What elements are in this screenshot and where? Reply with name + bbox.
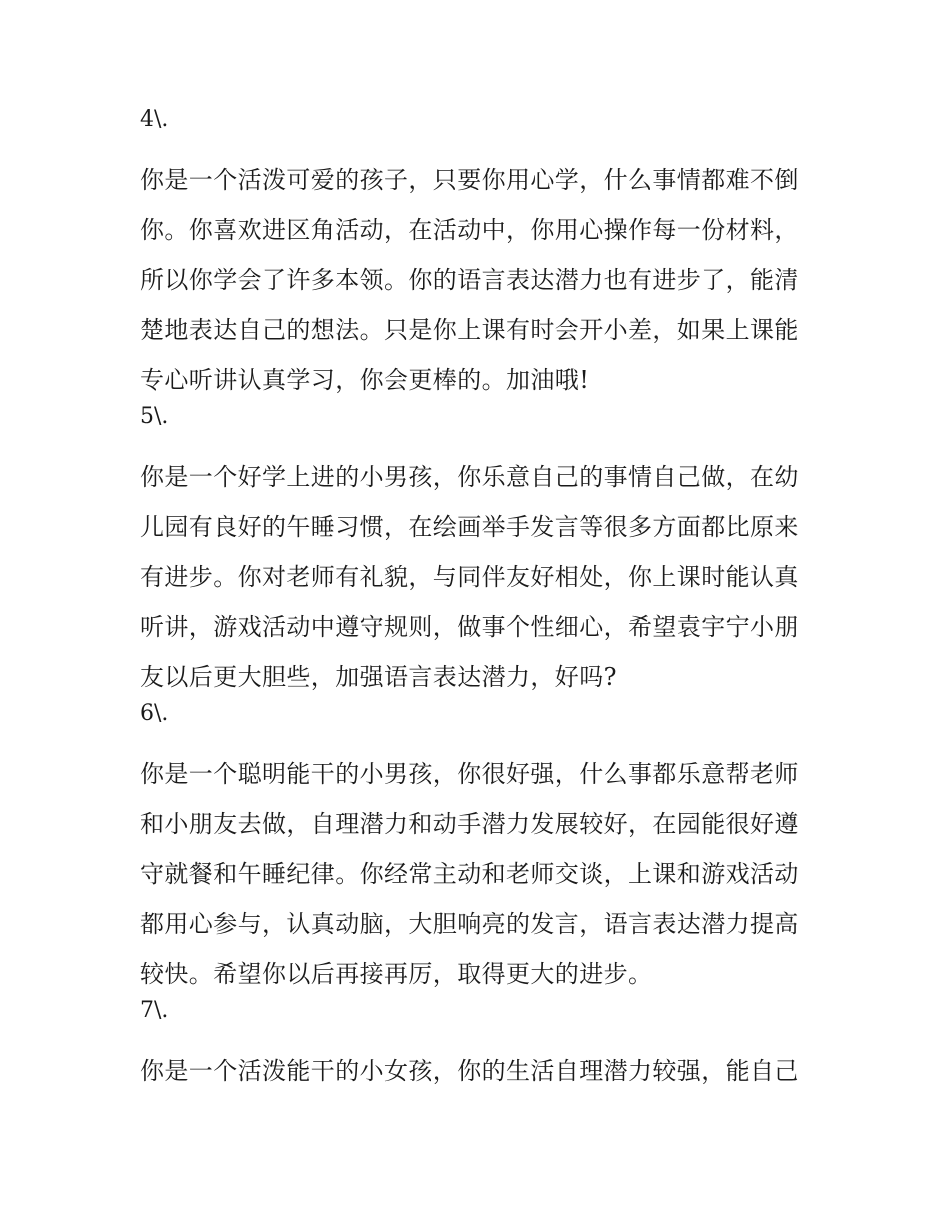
paragraph-line: 听讲，游戏活动中遵守规则，做事个性细心，希望袁宇宁小朋 <box>140 613 799 641</box>
entry-number: 4\. <box>140 107 169 132</box>
entry-number: 5\. <box>140 404 169 429</box>
paragraph-line: 和小朋友去做，自理潜力和动手潜力发展较好，在园能很好遵 <box>140 810 799 838</box>
entry-number: 6\. <box>140 701 169 726</box>
paragraph-line: 所以你学会了许多本领。你的语言表达潜力也有进步了，能清 <box>140 266 799 294</box>
paragraph-line: 你是一个聪明能干的小男孩，你很好强，什么事都乐意帮老师 <box>140 760 799 788</box>
paragraph-line: 专心听讲认真学习，你会更棒的。加油哦! <box>140 366 590 394</box>
paragraph-line: 儿园有良好的午睡习惯，在绘画举手发言等很多方面都比原来 <box>140 513 799 541</box>
paragraph-line: 你是一个好学上进的小男孩，你乐意自己的事情自己做，在幼 <box>140 463 799 491</box>
comment-entry-7 <box>140 999 830 1096</box>
comment-paragraph <box>140 155 830 405</box>
comment-list <box>140 108 830 1096</box>
paragraph-line: 你。你喜欢进区角活动，在活动中，你用心操作每一份材料， <box>140 216 799 244</box>
comment-paragraph <box>140 1046 830 1096</box>
paragraph-line: 较快。希望你以后再接再厉，取得更大的进步。 <box>140 960 653 988</box>
paragraph-line: 你是一个活泼能干的小女孩，你的生活自理潜力较强，能自己 <box>140 1057 799 1085</box>
comment-paragraph <box>140 749 830 999</box>
entry-number: 7\. <box>140 998 169 1023</box>
paragraph-line: 有进步。你对老师有礼貌，与同伴友好相处，你上课时能认真 <box>140 563 799 591</box>
comment-entry-4 <box>140 108 830 405</box>
paragraph-line: 友以后更大胆些，加强语言表达潜力，好吗? <box>140 663 617 691</box>
comment-entry-6 <box>140 702 830 999</box>
paragraph-line: 守就餐和午睡纪律。你经常主动和老师交谈，上课和游戏活动 <box>140 860 799 888</box>
paragraph-line: 你是一个活泼可爱的孩子，只要你用心学，什么事情都难不倒 <box>140 166 799 194</box>
comment-entry-5 <box>140 405 830 702</box>
paragraph-line: 楚地表达自己的想法。只是你上课有时会开小差，如果上课能 <box>140 316 799 344</box>
comment-paragraph <box>140 452 830 702</box>
paragraph-line: 都用心参与，认真动脑，大胆响亮的发言，语言表达潜力提高 <box>140 910 799 938</box>
